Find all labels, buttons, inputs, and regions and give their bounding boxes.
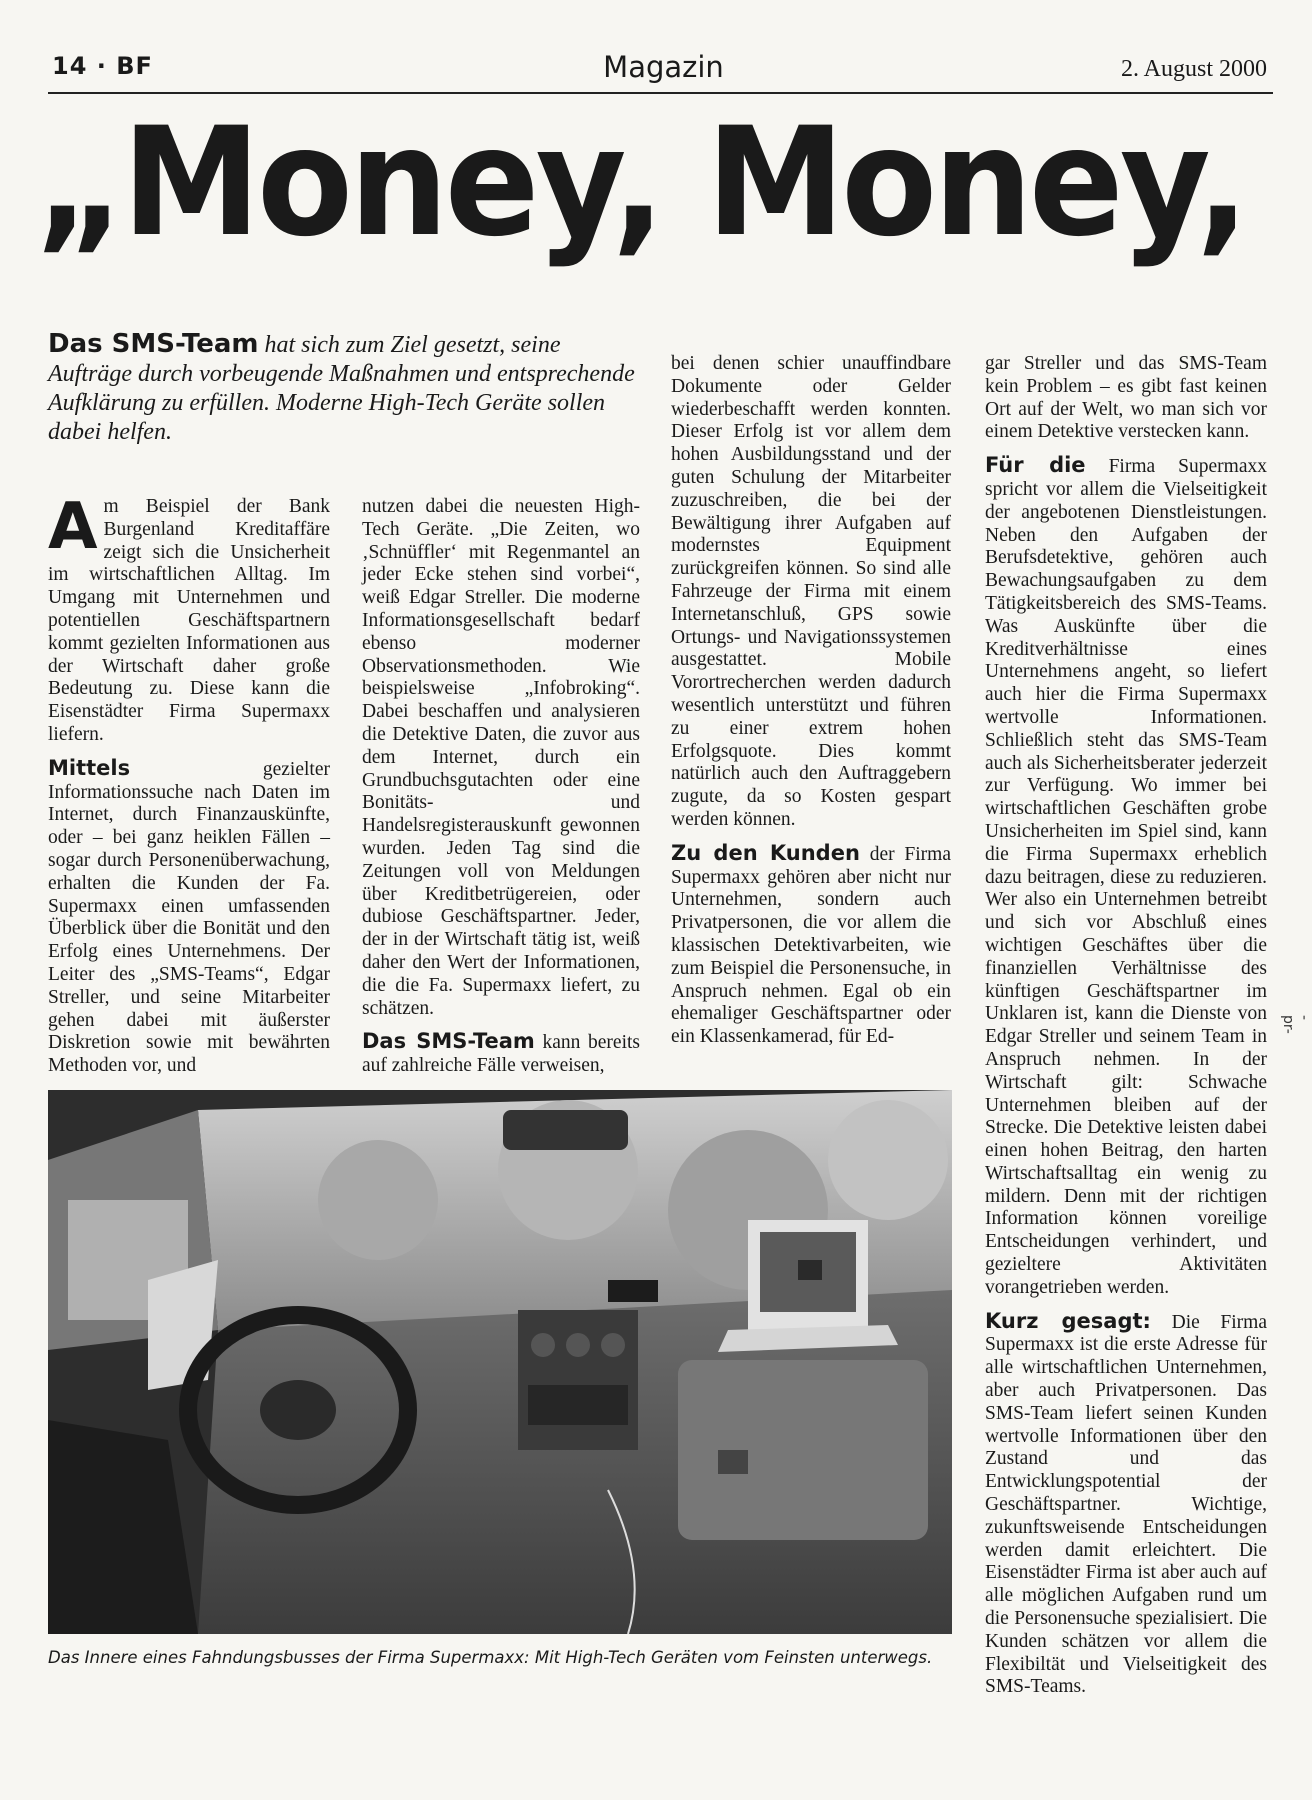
page-label: 14 · BF: [52, 52, 153, 80]
drop-cap: A: [48, 490, 98, 564]
column-3: [671, 353, 951, 1059]
paragraph-text: gar Streller und das SMS-Team kein Problem – es gibt fast keinen Ort auf der Welt, wo man sich vor einem Detektive verstecken kann.: [985, 353, 1267, 443]
subhead-kurz-gesagt: Kurz gesagt:: [985, 1308, 1151, 1333]
body-paragraph: [362, 496, 640, 1020]
section-title: Magazin: [603, 50, 724, 84]
subhead-fuer-die: Für die: [985, 453, 1086, 478]
column-1: [48, 490, 330, 1088]
body-paragraph: [985, 353, 1267, 444]
column-2: [362, 496, 640, 1088]
body-paragraph: [362, 1030, 640, 1078]
body-paragraph: [48, 490, 330, 747]
vehicle-interior-photo: [48, 1090, 952, 1634]
body-paragraph: [671, 842, 951, 1049]
issue-date: 2. August 2000: [1120, 56, 1267, 82]
body-paragraph: [48, 757, 330, 1078]
headline: „Money, Money,: [34, 96, 1246, 270]
paragraph-text: Firma Supermaxx spricht vor allem die Vielseitigkeit der angebotenen Dienstleistungen. Neben den Aufgaben der Berufsdetektive, gehören auch Bewachungsaufgaben zu dem Tätigkeitsbereich des SMS-Teams. Was Auskünfte über die Kreditverhältnisse eines Unternehmens angeht, so liefert auch hier die Firma Supermaxx wertvolle Informationen. Schließlich steht das SMS-Team auch als Sicherheitsberater jederzeit zur Verfügung. Wo immer bei wirtschaftlichen Geschäften grobe Unsicherheiten im Spiel sind, kann die Firma Supermaxx erheblich dazu beitragen, diese zu reduzieren. Wer also ein Unternehmen betreibt und sich vor Abschluß eines wichtigen Geschäftes über die finanziellen Verhältnisse des künftigen Geschäftspartner im Unklaren ist, kann die Dienste von Edgar Streller und seinem Team in Anspruch nehmen. In der Wirtschaft gilt: Schwache Unternehmen bleiben auf der Strecke. Die Detektive leisten dabei einen hohen Beitrag, den harten Wirtschaftsalltag ein wenig zu mildern. Denn mit der richtigen Information können voreilige Entscheidungen verhindert, und gezieltere Aktivitäten vorangetrieben werden.: [985, 456, 1267, 1298]
paragraph-text: nutzen dabei die neuesten High-Tech Geräte. „Die Zeiten, wo ‚Schnüffler‘ mit Regenmantel an jeder Ecke stehen sind vorbei“, weiß Edgar Streller. Die moderne Informationsgesellschaft bedarf ebenso moderner Observationsmethoden. Wie beispielsweise „Infobroking“. Dabei beschaffen und analysieren die Detektive Daten, die zuvor aus dem Internet, durch ein Grundbuchsgutachten oder eine Bonitäts- und Handelsregisterauskunft gewonnen wurden. Jeden Tag sind die Zeitungen voll von Meldungen über Kreditbetrügereien, oder dubiose Geschäftspartner. Jeder, der in der Wirtschaft tätig ist, weiß daher den Wert der Informationen, die die Fa. Supermaxx liefert, zu schätzen.: [362, 496, 640, 1019]
paragraph-text: der Firma Supermaxx gehören aber nicht nur Unternehmen, sondern auch Privatpersonen, die vor allem die klassischen Detektivarbeiten, wie zum Beispiel die Personensuche, in Anspruch nehmen. Egal ob ein ehemaliger Geschäftspartner oder ein Klassenkamerad, für Ed-: [671, 843, 951, 1048]
paragraph-text: kann bereits auf zahlreiche Fälle verweisen,: [362, 1032, 640, 1077]
lead-text: hat sich zum Ziel gesetzt, seine Aufträge durch vorbeugende Maßnahmen und entsprechende Aufklärung zu erfüllen. Moderne High-Tech Geräte sollen dabei helfen.: [48, 332, 635, 445]
credit-mark: -pr-: [1280, 1015, 1312, 1034]
header-divider: [48, 92, 1273, 94]
subhead-mittels: Mittels: [48, 755, 131, 780]
paragraph-text: Die Firma Supermaxx ist die erste Adresse für alle wirtschaftlichen Unternehmen, aber auch Privatpersonen. Das SMS-Team liefert seinen Kunden wertvolle Informationen über den Zustand und das Entwicklungspotential der Geschäftspartner. Wichtige, zukunftsweisende Entscheidungen werden damit erleichtert. Die Eisenstädter Firma ist aber auch auf alle möglichen Aufgaben rund um die Personensuche spezialisiert. Die Kunden schätzen vor allem die Flexibiltät und Vielseitigkeit des SMS-Teams.: [985, 1311, 1267, 1698]
paragraph-text: m Beispiel der Bank Burgenland Kreditaffäre zeigt sich die Unsicherheit im wirtschaftlichen Alltag. Im Umgang mit Unternehmen und potentiellen Geschäftspartnern kommt gezielten Informationen aus der Wirtschaft daher große Bedeutung zu. Diese kann die Eisenstädter Firma Supermaxx liefern.: [48, 496, 330, 745]
lead-label: Das SMS-Team: [48, 329, 259, 359]
paragraph-text: bei denen schier unauffindbare Dokumente oder Gelder wiederbeschafft werden konnten. Dieser Erfolg ist vor allem dem hohen Ausbildungsstand und der guten Schulung der Mitarbeiter zuzuschreiben, die bei der Bewältigung ihrer Aufgaben auf modernstes Equipment zurückgreifen können. So sind alle Fahrzeuge der Firma mit einem Internetanschluß, GPS sowie Ortungs- und Navigationssystemen ausgestattet. Mobile Vorortrecherchen werden dadurch wesentlich unterstützt und führen zu einer extrem hohen Erfolgsquote. Dies kommt natürlich auch den Auftraggebern zugute, da so Kosten gespart werden können.: [671, 353, 951, 830]
subhead-sms-team: Das SMS-Team: [362, 1029, 535, 1054]
body-paragraph: [985, 454, 1267, 1299]
photo-caption: Das Innere eines Fahndungsbusses der Firma Supermaxx: Mit High-Tech Geräten vom Feinsten unterwegs.: [48, 1648, 933, 1667]
column-4: [985, 353, 1267, 1709]
subhead-kunden: Zu den Kunden: [671, 840, 860, 865]
body-paragraph: [985, 1310, 1267, 1700]
body-paragraph: [671, 353, 951, 832]
paragraph-text: gezielter Informationssuche nach Daten im Internet, durch Finanzauskünfte, oder – bei ganz heiklen Fällen – sogar durch Personenüberwachung, erhalten die Kunden der Fa. Supermaxx einen umfassenden Überblick über die Bonität und den Erfolg eines Unternehmens. Der Leiter des „SMS-Teams“, Edgar Streller, und seine Mitarbeiter gehen dabei mit äußerster Diskretion sowie mit bewährten Methoden vor, und: [48, 758, 330, 1077]
lead-paragraph: [48, 330, 638, 447]
